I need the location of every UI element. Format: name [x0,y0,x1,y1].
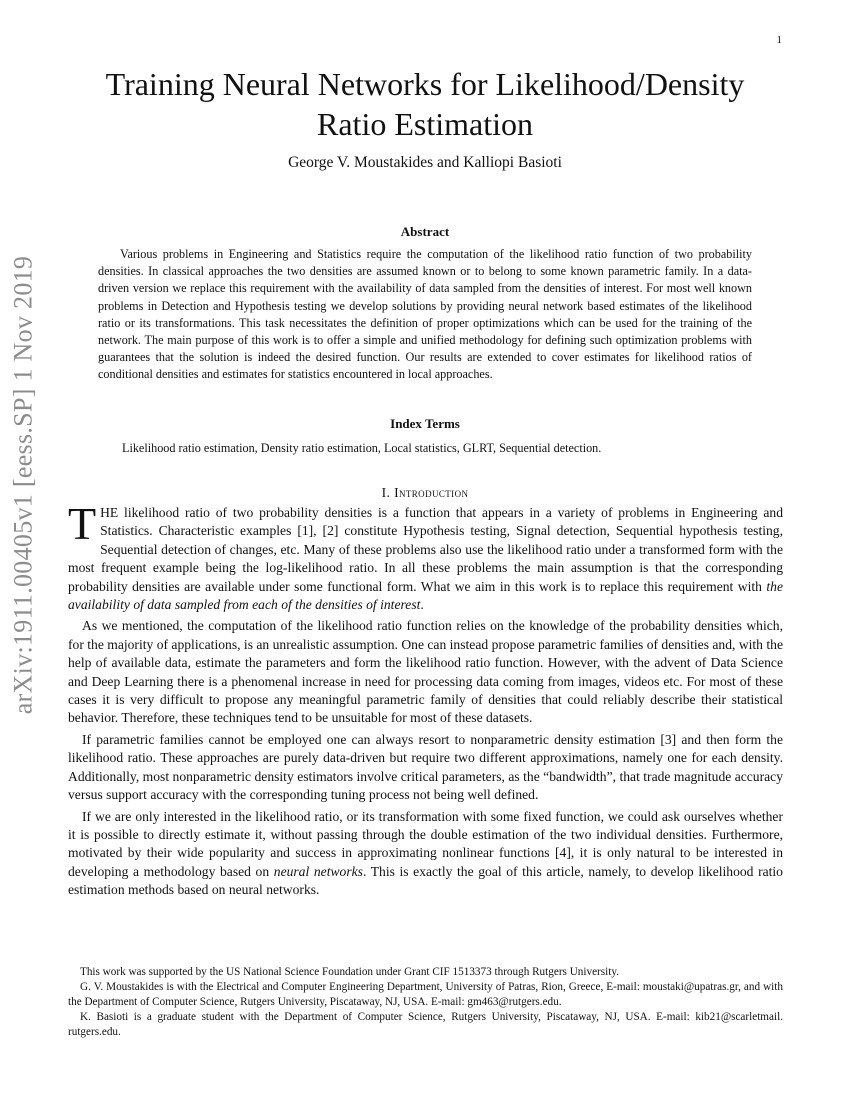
paragraph-4 [68,808,783,900]
footnote-author-1: G. V. Moustakides is with the Electrical and Computer Engineering Department, University of Patras, Rion, Greece, E-mail: moustaki@upatras.gr, and with the Department of Computer Science, Rutgers University, Piscataway, NJ, USA. E-mail: gm463@rutgers.edu. [68,981,783,1008]
footnotes [68,965,783,1040]
body-text [68,498,783,903]
page-number: 1 [776,34,782,46]
arxiv-stamp-text: arXiv:1911.00405v1 [eess.SP] 1 Nov 2019 [8,255,37,715]
paragraph-2: As we mentioned, the computation of the likelihood ratio function relies on the knowledge of the probability densities which, for the majority of applications, is an unrealistic assumption. One can instead propose parametric families of densities and, with the help of available data, estimate the parameters and form the likelihood ratio function. However, with the advent of Data Science and Deep Learning there is a phenomenal increase in need for processing data coming from images, videos etc. For most of these cases it is very difficult to propose any meaningful parametric family of densities that could reliably describe their statistical behavior. Therefore, these techniques tend to be unsuitable for most of these datasets. [68,618,783,726]
paragraph-3: If parametric families cannot be employed one can always resort to nonparametric density estimation [3] and then form the likelihood ratio. These approaches are purely data-driven but require two different approximations, namely one for each density. Additionally, most nonparametric density estimators involve critical parameters, as the “bandwidth”, that trade magnitude accuracy versus support accuracy with the corresponding tuning process not being well defined. [68,731,783,803]
paragraph-1-emphasis: the availability of data sampled from each of the densities of interest [68,578,783,613]
section-number: I. [381,485,391,500]
abstract-text: Various problems in Engineering and Statistics require the computation of the likelihood ratio function of two probability densities. In classical approaches the two densities are assumed known or to belong to some known parametric family. In a data-driven version we replace this requirement with the availability of data sampled from the densities of interest. For most well known problems in Detection and Hypothesis testing we develop solutions by providing neural network based estimates of the likelihood ratio or its transformations. This task necessitates the definition of proper optimizations which can be used for the training of the network. The main purpose of this work is to offer a simple and unified methodology for defining such optimization problems with guarantees that the solution is indeed the desired function. Our results are extended to cover estimates for likelihood ratios of conditional densities and estimates for statistics encountered in local approaches. [98,247,752,382]
paper-title: Training Neural Networks for Likelihood/Density Ratio Estimation [105,66,745,142]
paragraph-1 [68,498,783,614]
paragraph-4-emphasis: neural networks [273,863,363,879]
drop-cap: T [68,498,97,549]
index-terms-text: Likelihood ratio estimation, Density ratio estimation, Local statistics, GLRT, Sequential detection. [122,441,602,455]
paragraph-4-text: If we are only interested in the likelihood ratio, or its transformation with some fixed function, we could ask ourselves whether it is possible to directly estimate it, without passing through the double estimation of the two individual densities. Furthermore, motivated by their wide popularity and success in approximating nonlinear functions [4], it is only natural to be interested in developing a methodology based on [68,808,783,879]
footnote-author-2: K. Basioti is a graduate student with the Department of Computer Science, Rutgers University, Piscataway, NJ, USA. E-mail: kib21@scarletmail. rutgers.edu. [68,1011,783,1038]
arxiv-stamp [3,255,43,715]
paragraph-1-end: . [420,597,424,613]
footnote-funding: This work was supported by the US National Science Foundation under Grant CIF 1513373 through Rutgers University. [80,966,619,978]
section-title: Introduction [394,485,469,500]
abstract-heading: Abstract [400,224,450,239]
index-terms-heading: Index Terms [390,416,460,431]
paragraph-4-end: . This is exactly the goal of this article, namely, to develop likelihood ratio estimation methods based on neural networks. [68,863,783,898]
section-heading [70,485,780,501]
authors: George V. Moustakides and Kalliopi Basioti [288,154,562,171]
paragraph-1-text: HE likelihood ratio of two probability densities is a function that appears in a variety of problems in Engineering and Statistics. Characteristic examples [1], [2] constitute Hypothesis testing, Signal detection, Sequential hypothesis testing, Sequential detection of changes, etc. Many of these problems also use the likelihood ratio under a transformed form with the most frequent example being the log-likelihood ratio. In all these problems the main assumption is that the corresponding probability densities are available under some functional form. What we aim in this work is to replace this requirement with [68,505,783,594]
